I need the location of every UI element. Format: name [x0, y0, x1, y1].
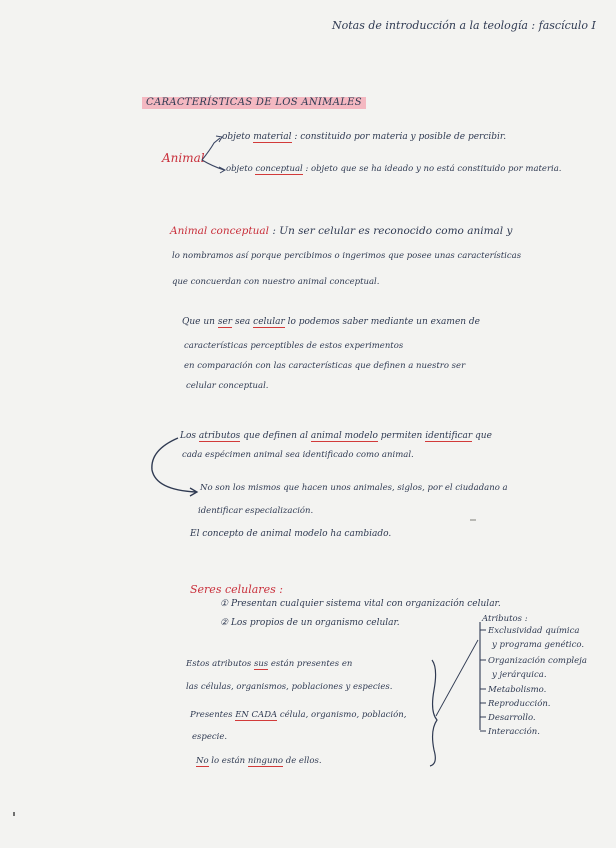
seres-para-line5 — [196, 757, 322, 766]
seres-para-key-ninguno: ninguno — [247, 756, 284, 766]
para4-text-a: Los — [180, 431, 197, 441]
seres-para-key-no: No — [196, 756, 209, 766]
para4-line1 — [180, 432, 492, 441]
para3-text-c: lo podemos saber mediante un examen de — [287, 317, 481, 327]
branch-material-text: : constituido por materia y posible de percibir. — [294, 132, 507, 142]
seres-para-text-c: Presentes — [190, 710, 233, 720]
para3-line3: en comparación con las características que definen a nuestro ser — [184, 361, 466, 371]
seres-celulares-heading: Seres celulares : — [190, 583, 283, 596]
attribute-item-3: Organización compleja — [488, 656, 587, 666]
attribute-item-5: Metabolismo. — [488, 685, 547, 695]
attributes-connector — [436, 640, 478, 716]
seres-item-1 — [220, 600, 501, 609]
loop-arrowhead — [190, 488, 197, 496]
seres-item-2-text: Los propios de un organismo celular. — [230, 618, 400, 628]
branch-material — [222, 133, 506, 142]
seres-para-line2: las células, organismos, poblaciones y especies. — [186, 682, 393, 692]
branch-material-prefix: objeto — [222, 132, 251, 142]
branch-lower-line — [202, 160, 224, 170]
para4-line4: identificar especialización. — [198, 506, 314, 516]
para4-key-animal-modelo: animal modelo — [310, 431, 378, 441]
para4-text-c: permiten — [380, 431, 423, 441]
branch-conceptual-prefix: objeto — [226, 164, 253, 174]
seres-para-key-en-cada: EN CADA — [235, 710, 278, 720]
branch-lower-arrowhead — [219, 167, 225, 173]
section-heading-characteristics: CARACTERÍSTICAS DE LOS ANIMALES — [142, 97, 366, 109]
para4-line2: cada espécimen animal sea identificado como animal. — [182, 450, 414, 460]
seres-para-text-e: lo están — [211, 756, 246, 766]
seres-item-1-number: ① — [220, 599, 229, 609]
seres-para-line1 — [186, 660, 352, 669]
para3-line2: características perceptibles de estos experimentos — [184, 341, 404, 351]
para4-key-atributos: atributos — [198, 431, 241, 441]
animal-conceptual-heading: Animal conceptual — [170, 225, 269, 237]
animal-conceptual-line2: lo nombramos así porque percibimos o ingerimos que posee unas características — [172, 251, 522, 261]
para3-key-celular: celular — [253, 317, 285, 327]
attributes-ticks — [480, 630, 486, 731]
attribute-item-7: Desarrollo. — [488, 713, 536, 723]
animal-conceptual-text1: : Un ser celular es reconocido como animal y — [272, 225, 513, 237]
para4-line3: No son los mismos que hacen unos animales, siglos, por el ciudadano a — [200, 483, 508, 493]
para3-key-ser: ser — [217, 317, 233, 327]
seres-item-1-text: Presentan cualquier sistema vital con organización celular. — [230, 599, 501, 609]
animal-conceptual-line3: que concuerdan con nuestro animal conceptual. — [172, 277, 380, 287]
para3-line1 — [182, 318, 480, 327]
para4-text-b: que definen al — [243, 431, 308, 441]
page-header: Notas de introducción a la teología : fascículo I — [332, 19, 596, 32]
attribute-item-2: y programa genético. — [492, 640, 585, 650]
attribute-item-4: y jerárquica. — [492, 670, 547, 680]
para3-text-b: sea — [234, 317, 251, 327]
seres-para-line4: especie. — [192, 732, 228, 742]
para3-text-a: Que un — [182, 317, 215, 327]
seres-para-key-sus: sus — [253, 659, 269, 669]
attribute-item-1: Exclusividad química — [488, 626, 580, 636]
seres-item-2 — [220, 619, 400, 628]
seres-para-line3 — [190, 711, 406, 720]
para4-key-identificar: identificar — [425, 431, 473, 441]
seres-para-text-f: de ellos. — [285, 756, 322, 766]
animal-label: Animal — [162, 151, 205, 165]
para3-line4: celular conceptual. — [186, 381, 269, 391]
animal-conceptual-line1 — [170, 226, 512, 237]
seres-para-text-b: están presentes en — [270, 659, 353, 669]
seres-para-text-d: célula, organismo, población, — [279, 710, 407, 720]
loop-arrow — [152, 438, 196, 492]
branch-conceptual — [226, 165, 562, 174]
branch-material-key: material — [253, 132, 292, 142]
para4-text-d: que — [475, 431, 492, 441]
branch-conceptual-text: : objeto que se ha ideado y no está constituido por materia. — [305, 164, 562, 174]
seres-para-text-a: Estos atributos — [186, 659, 252, 669]
attribute-item-6: Reproducción. — [488, 699, 551, 709]
attributes-title: Atributos : — [482, 614, 528, 624]
seres-bracket — [430, 660, 437, 766]
attribute-item-8: Interacción. — [488, 727, 540, 737]
seres-item-2-number: ② — [220, 618, 229, 628]
branch-conceptual-key: conceptual — [255, 164, 303, 174]
para4-line5: El concepto de animal modelo ha cambiado. — [190, 529, 392, 539]
